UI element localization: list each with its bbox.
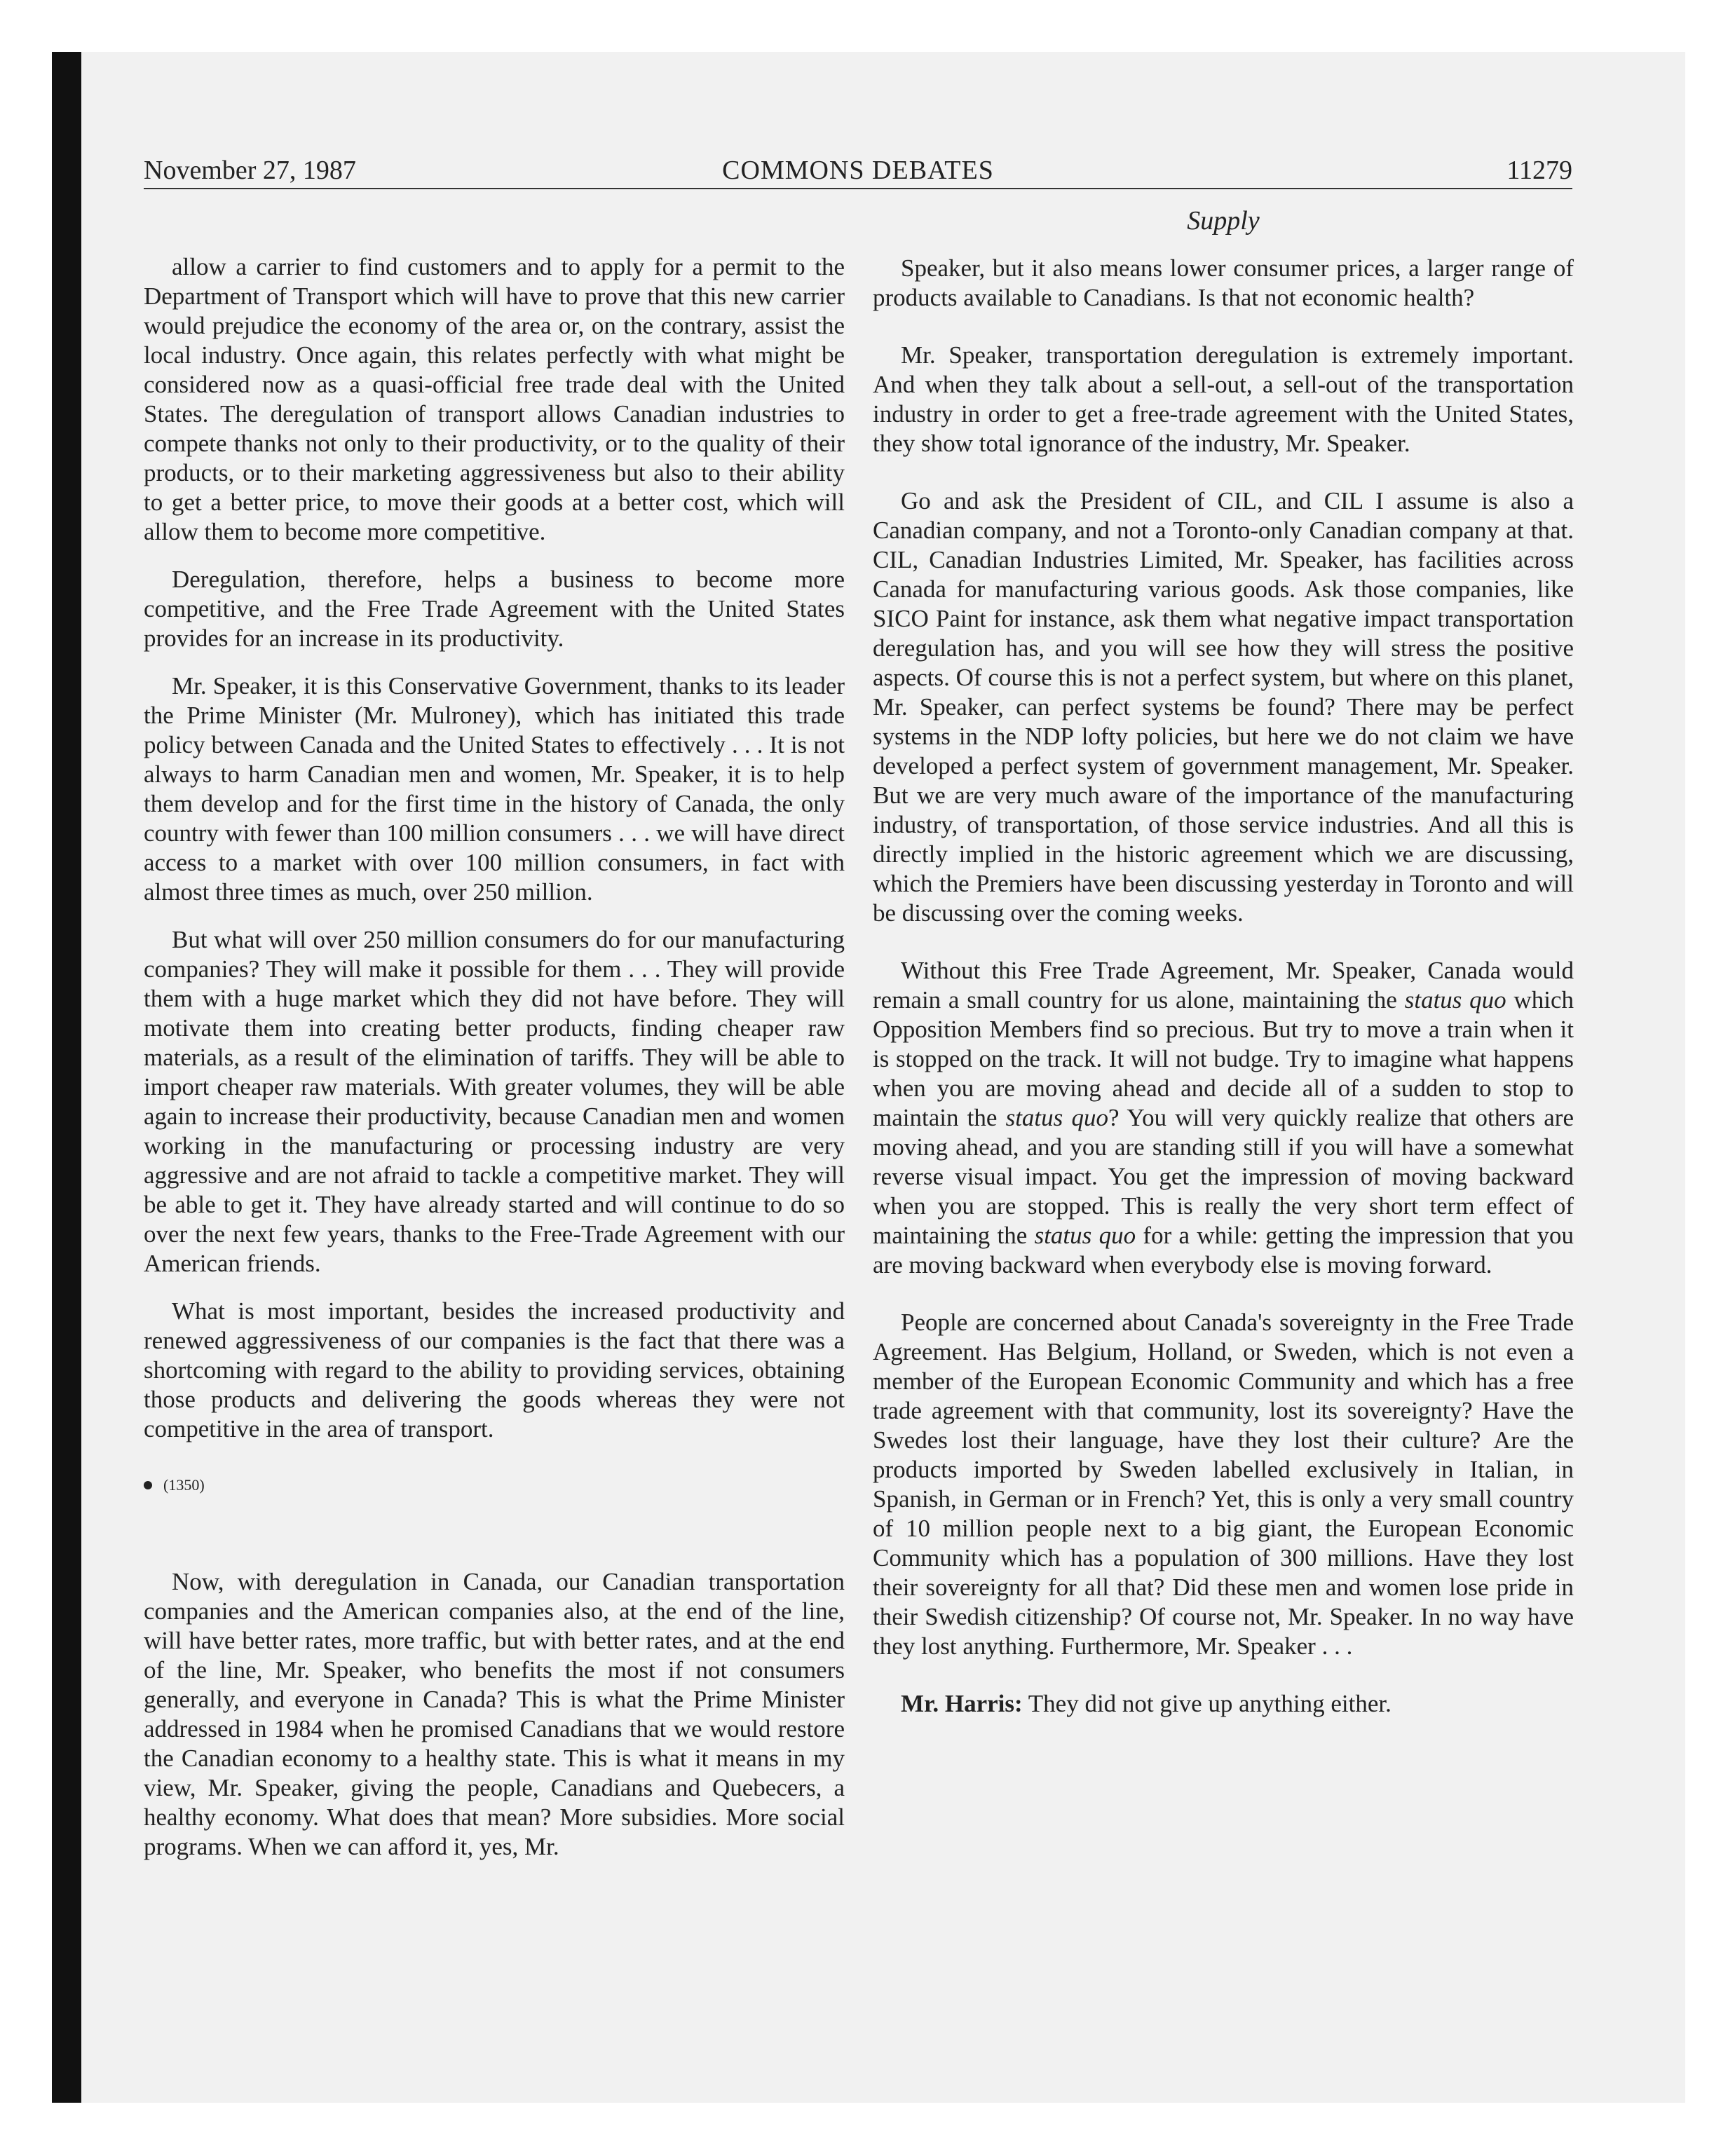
paragraph: Deregulation, therefore, helps a business to become more competitive, and the Free Trade Agreement with the United States provides for an increase in its productivity. <box>144 566 845 652</box>
text-run: They did not give up anything either. <box>1022 1690 1392 1717</box>
time-marker <box>144 1471 845 1500</box>
text-run: ? You will very quickly realize that others are moving ahead, and you are standing still if you will have a somewhat reverse visual impact. You get the impression of moving backward when you are stopped. This is really the very short term effect of maintaining the <box>873 1104 1574 1249</box>
right-column <box>873 254 1574 1719</box>
paragraph: People are concerned about Canada's sovereignty in the Free Trade Agreement. Has Belgium, Holland, or Sweden, which is not even a member of the European Economic Community and which has a free trade agreement with that community, lost its sovereignty? Have the Swedes lost their language, have they lost their culture? Are the products imported by Sweden labelled exclusively in Italian, in Spanish, in German or in French? Yet, this is only a very small country of 10 million people next to a big giant, the European Economic Community which has a population of 300 millions. Have they lost their sovereignty for all that? Did these men and women lose pride in their Swedish citizenship? Of course not, Mr. Speaker. In no way have they lost anything. Furthermore, Mr. Speaker . . . <box>873 1309 1574 1660</box>
header-date: November 27, 1987 <box>144 156 356 185</box>
paragraph: But what will over 250 million consumers do for our manufacturing companies? They will make it possible for them . . . They will provide them with a huge market which they did not have before. They will motivate them into creating better products, finding cheaper raw materials, as a result of the elimination of tariffs. They will be able to import cheaper raw materials. With greater volumes, they will be able again to increase their productivity, because Canadian men and women working in the manufacturing or processing industry are very aggressive and are not afraid to tackle a competitive market. They will be able to get it. They have already started and will continue to do so over the next few years, thanks to the Free-Trade Agreement with our American friends. <box>144 926 845 1277</box>
italic-term: status quo <box>1034 1222 1136 1249</box>
paragraph: Mr. Speaker, transportation deregulation is extremely important. And when they talk about a sell-out, a sell-out of the transportation industry in order to get a free-trade agreement with the United States, they show total ignorance of the industry, Mr. Speaker. <box>873 341 1574 457</box>
paragraph: Speaker, but it also means lower consumer prices, a larger range of products available to Canadians. Is that not economic health? <box>873 254 1574 311</box>
text-run: which Opposition Members find so precious. But try to move a train when it is stopped on the track. It will not budge. Try to imagine what happens when you are moving ahead and decide all of a sudden to stop to maintain the <box>873 986 1574 1131</box>
section-title: Supply <box>1187 206 1260 236</box>
left-column <box>144 252 845 1862</box>
text-run: Without this Free Trade Agreement, Mr. Speaker, Canada would remain a small country for us alone, maintaining the <box>873 957 1574 1014</box>
paragraph: What is most important, besides the increased productivity and renewed aggressiveness of our companies is the fact that there was a shortcoming with regard to the ability to providing services, obtaining those products and delivering the goods whereas they were not competitive in the area of transport. <box>144 1297 845 1442</box>
bullet-dot-icon <box>144 1481 152 1489</box>
header-title: COMMONS DEBATES <box>722 156 994 185</box>
paragraph <box>873 956 1574 1280</box>
paragraph: Now, with deregulation in Canada, our Canadian transportation companies and the American companies also, at the end of the line, will have better rates, more traffic, but with better rates, and at the end of the line, Mr. Speaker, who benefits the most if not consumers generally, and everyone in Canada? This is what the Prime Minister addressed in 1984 when he promised Canadians that we would restore the Canadian economy to a healthy state. This is what it means in my view, Mr. Speaker, giving the people, Canadians and Quebecers, a healthy economy. What does that mean? More subsidies. More social programs. When we can afford it, yes, Mr. <box>144 1568 845 1860</box>
speaker-name: Mr. Harris: <box>901 1690 1023 1717</box>
page-header <box>144 153 1572 189</box>
binding-edge <box>52 52 81 2103</box>
text-run: for a while: getting the impression that you are moving backward when everybody else is moving forward. <box>873 1222 1574 1278</box>
paragraph <box>873 1689 1574 1719</box>
paragraph: Go and ask the President of CIL, and CIL I assume is also a Canadian company, and not a Toronto-only Canadian company at that. CIL, Canadian Industries Limited, Mr. Speaker, has facilities across Canada for manufacturing various goods. Ask those companies, like SICO Paint for instance, ask them what negative impact transportation deregulation has, and you will see how they will stress the positive aspects. Of course this is not a perfect system, but where on this planet, Mr. Speaker, can perfect systems be found? There may be perfect systems in the NDP lofty policies, but here we do not claim we have developed a perfect system of government management, Mr. Speaker. But we are very much aware of the importance of the manufacturing industry, of transportation, of those service industries. And all this is directly implied in the historic agreement which we are discussing, which the Premiers have been discussing yesterday in Toronto and will be discussing over the coming weeks. <box>873 487 1574 927</box>
italic-term: status quo <box>1005 1104 1108 1131</box>
italic-term: status quo <box>1404 986 1506 1014</box>
paragraph: allow a carrier to find customers and to apply for a permit to the Department of Transport which will have to prove that this new carrier would prejudice the economy of the area or, on the contrary, assist the local industry. Once again, this relates perfectly with what might be considered now as a quasi-official free trade deal with the United States. The deregulation of transport allows Canadian industries to compete thanks not only to their productivity, or to the quality of their products, or to their marketing aggressiveness but also to their ability to get a better price, to move their goods at a better cost, which will allow them to become more competitive. <box>144 253 845 545</box>
page-number: 11279 <box>1506 156 1572 185</box>
paragraph: Mr. Speaker, it is this Conservative Government, thanks to its leader the Prime Minister (Mr. Mulroney), which has initiated this trade policy between Canada and the United States to effectively . . . It is not always to harm Canadian men and women, Mr. Speaker, it is to help them develop and for the first time in the history of Canada, the only country with fewer than 100 million consumers . . . we will have direct access to a market with over 100 million consumers, in fact with almost three times as much, over 250 million. <box>144 672 845 906</box>
time-marker-label: (1350) <box>163 1476 205 1494</box>
